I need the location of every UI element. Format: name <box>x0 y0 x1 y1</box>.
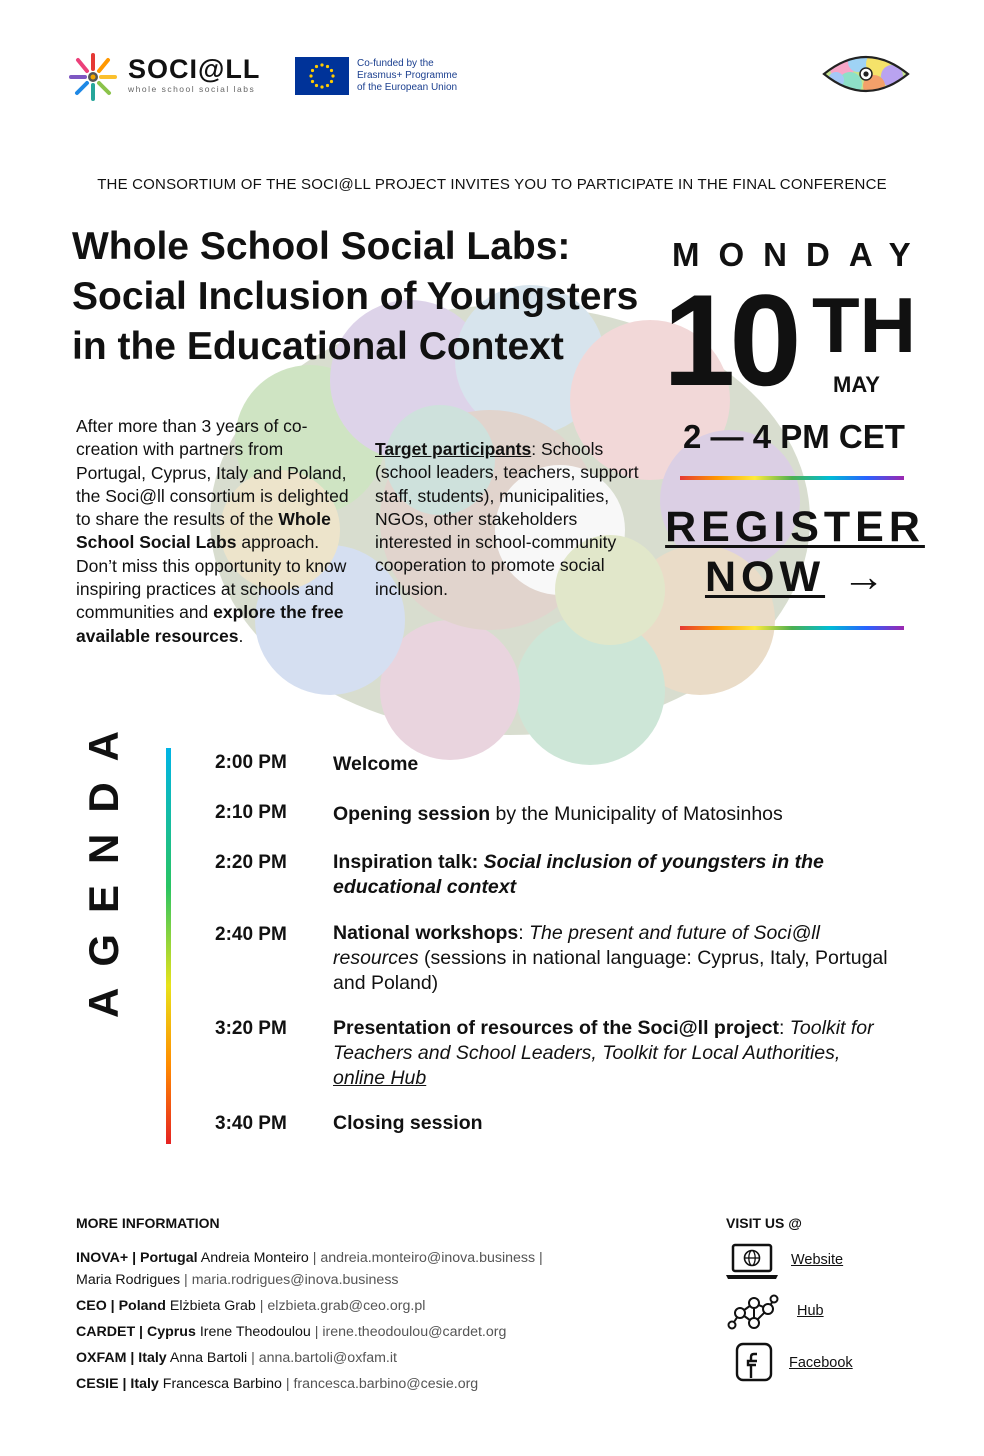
sociall-logo-tagline: whole school social labs <box>128 84 256 94</box>
event-day: MONDAY <box>672 236 930 273</box>
agenda-item <box>333 921 893 996</box>
contact-name: Maria Rodrigues <box>76 1272 181 1288</box>
agenda-time: 2:40 PM <box>215 924 287 945</box>
sociall-logo-mark <box>66 50 120 104</box>
contact-row: CARDET | Cyprus Irene Theodoulou | irene.theodoulou@cardet.org <box>76 1324 507 1340</box>
eu-flag-icon <box>295 57 349 95</box>
contact-email[interactable]: maria.rodrigues@inova.business <box>191 1272 399 1288</box>
agenda-time: 3:20 PM <box>215 1018 287 1039</box>
eu-text-line: Co-funded by the <box>357 58 434 69</box>
contact-name: Irene Theodoulou <box>199 1324 311 1340</box>
contact-email[interactable]: irene.theodoulou@cardet.org <box>322 1324 507 1340</box>
agenda-item-text: (sessions in national language: Cyprus, Italy, Portugal and Poland) <box>333 947 888 994</box>
agenda-item <box>333 1016 893 1091</box>
now-label: NOW <box>704 553 826 601</box>
facebook-link[interactable]: Facebook <box>789 1355 853 1371</box>
agenda-heading: AGENDA <box>80 709 127 1018</box>
facebook-icon[interactable] <box>724 1342 780 1382</box>
agenda-item-text: : <box>778 1017 790 1039</box>
conference-title <box>72 222 652 372</box>
laptop-globe-icon[interactable] <box>724 1242 780 1282</box>
agenda-item <box>333 1111 893 1136</box>
colorful-eye-icon <box>822 50 910 98</box>
target-participants-paragraph <box>375 438 657 601</box>
agenda-item-title: Opening session <box>333 803 491 825</box>
agenda-item <box>333 850 893 900</box>
intro-bold: Whole School Social Labs <box>76 509 331 553</box>
contact-org: OXFAM | Italy <box>76 1350 167 1366</box>
contact-row: OXFAM | Italy Anna Bartoli | anna.bartoli@oxfam.it <box>76 1350 397 1366</box>
title-line: Whole School Social Labs: <box>72 225 571 268</box>
website-link[interactable]: Website <box>791 1252 844 1268</box>
contact-email[interactable]: elzbieta.grab@ceo.org.pl <box>267 1298 426 1314</box>
agenda-gradient-line <box>166 748 171 1144</box>
contact-list <box>76 1247 676 1395</box>
agenda-item-italic: Toolkit for Teachers and School Leaders, Toolkit for Local Authorities, <box>333 1017 874 1064</box>
event-date-suffix: TH <box>812 281 916 369</box>
eu-funding-text <box>357 58 497 94</box>
contact-org: CEO | Poland <box>76 1298 166 1314</box>
agenda-item-text: by the Municipality of Matosinhos <box>490 803 783 825</box>
contact-email[interactable]: anna.bartoli@oxfam.it <box>258 1350 397 1366</box>
agenda-item-title: Inspiration talk: <box>333 851 484 873</box>
arrow-right-icon: → <box>842 553 886 601</box>
intro-text: approach. Don’t miss this opportunity to know inspiring practices at schools and communities and <box>76 532 347 623</box>
eu-text-line: Erasmus+ Programme <box>357 70 458 81</box>
rainbow-divider <box>680 626 904 630</box>
agenda-item-title: Welcome <box>333 753 419 775</box>
agenda-time: 2:10 PM <box>215 802 287 823</box>
agenda-item-title: National workshops <box>333 922 519 944</box>
agenda-item-title: Closing session <box>333 1112 483 1134</box>
target-text: : Schools (school leaders, teachers, support staff, students), municipalities, NGOs, other stakeholders interested in school-community cooperation to promote social inclusion. <box>375 439 639 599</box>
intro-paragraph <box>76 415 358 648</box>
agenda-item-title: Presentation of resources of the Soci@ll project <box>333 1017 779 1039</box>
rainbow-divider <box>680 476 904 480</box>
intro-text: . <box>238 625 244 646</box>
contact-row: Maria Rodrigues | maria.rodrigues@inova.business <box>76 1272 399 1288</box>
intro-text: After more than 3 years of co-creation with partners from Portugal, Cyprus, Italy and Poland, the Soci@ll consortium is delighted to share the results of the <box>76 416 349 530</box>
agenda-time: 3:40 PM <box>215 1113 287 1134</box>
agenda-item-subtitle: Social inclusion of youngsters in the educational context <box>333 851 824 898</box>
target-label: Target participants <box>375 439 532 459</box>
contact-org: CESIE | Italy <box>76 1376 159 1392</box>
contact-separator: | <box>535 1250 543 1266</box>
contact-org: CARDET | Cyprus <box>76 1324 196 1340</box>
event-month: MAY <box>833 372 880 397</box>
contact-row: CEO | Poland Elżbieta Grab | elzbieta.grab@ceo.org.pl <box>76 1298 426 1314</box>
agenda-item-text: : <box>518 922 530 944</box>
visit-us-heading: VISIT US @ <box>726 1215 802 1231</box>
eu-text-line: of the European Union <box>357 82 458 93</box>
event-time: 2 — 4 PM CET <box>683 418 905 455</box>
network-icon[interactable] <box>724 1293 780 1333</box>
title-line: Social Inclusion of Youngsters <box>72 275 639 318</box>
hub-link[interactable]: Hub <box>797 1303 824 1319</box>
more-information-heading: MORE INFORMATION <box>76 1215 220 1231</box>
intro-bold: explore the free available resources <box>76 602 344 646</box>
agenda-time: 2:20 PM <box>215 852 287 873</box>
agenda-item-italic: The present and future of Soci@ll resources <box>333 922 820 969</box>
agenda-item <box>333 752 893 777</box>
contact-name: Andreia Monteiro <box>200 1250 309 1266</box>
contact-org: INOVA+ | Portugal <box>76 1250 198 1266</box>
contact-name: Anna Bartoli <box>169 1350 248 1366</box>
contact-row: INOVA+ | Portugal Andreia Monteiro | andreia.monteiro@inova.business | <box>76 1250 543 1266</box>
title-line: in the Educational Context <box>72 325 564 368</box>
register-now-button[interactable] <box>664 502 926 602</box>
sociall-logo-text: SOCI@LL <box>128 54 261 84</box>
agenda-item <box>333 802 893 827</box>
contact-name: Elżbieta Grab <box>169 1298 256 1314</box>
contact-email[interactable]: francesca.barbino@cesie.org <box>293 1376 479 1392</box>
register-label: REGISTER <box>665 503 925 551</box>
event-date-number: 10 <box>663 267 796 413</box>
contact-name: Francesca Barbino <box>162 1376 282 1392</box>
agenda-time: 2:00 PM <box>215 752 287 773</box>
online-hub-link[interactable]: online Hub <box>333 1067 427 1089</box>
contact-email[interactable]: andreia.monteiro@inova.business <box>320 1250 536 1266</box>
contact-row: CESIE | Italy Francesca Barbino | francesca.barbino@cesie.org <box>76 1376 479 1392</box>
invitation-line: THE CONSORTIUM OF THE SOCI@LL PROJECT INVITES YOU TO PARTICIPATE IN THE FINAL CONFERENCE <box>97 176 887 193</box>
